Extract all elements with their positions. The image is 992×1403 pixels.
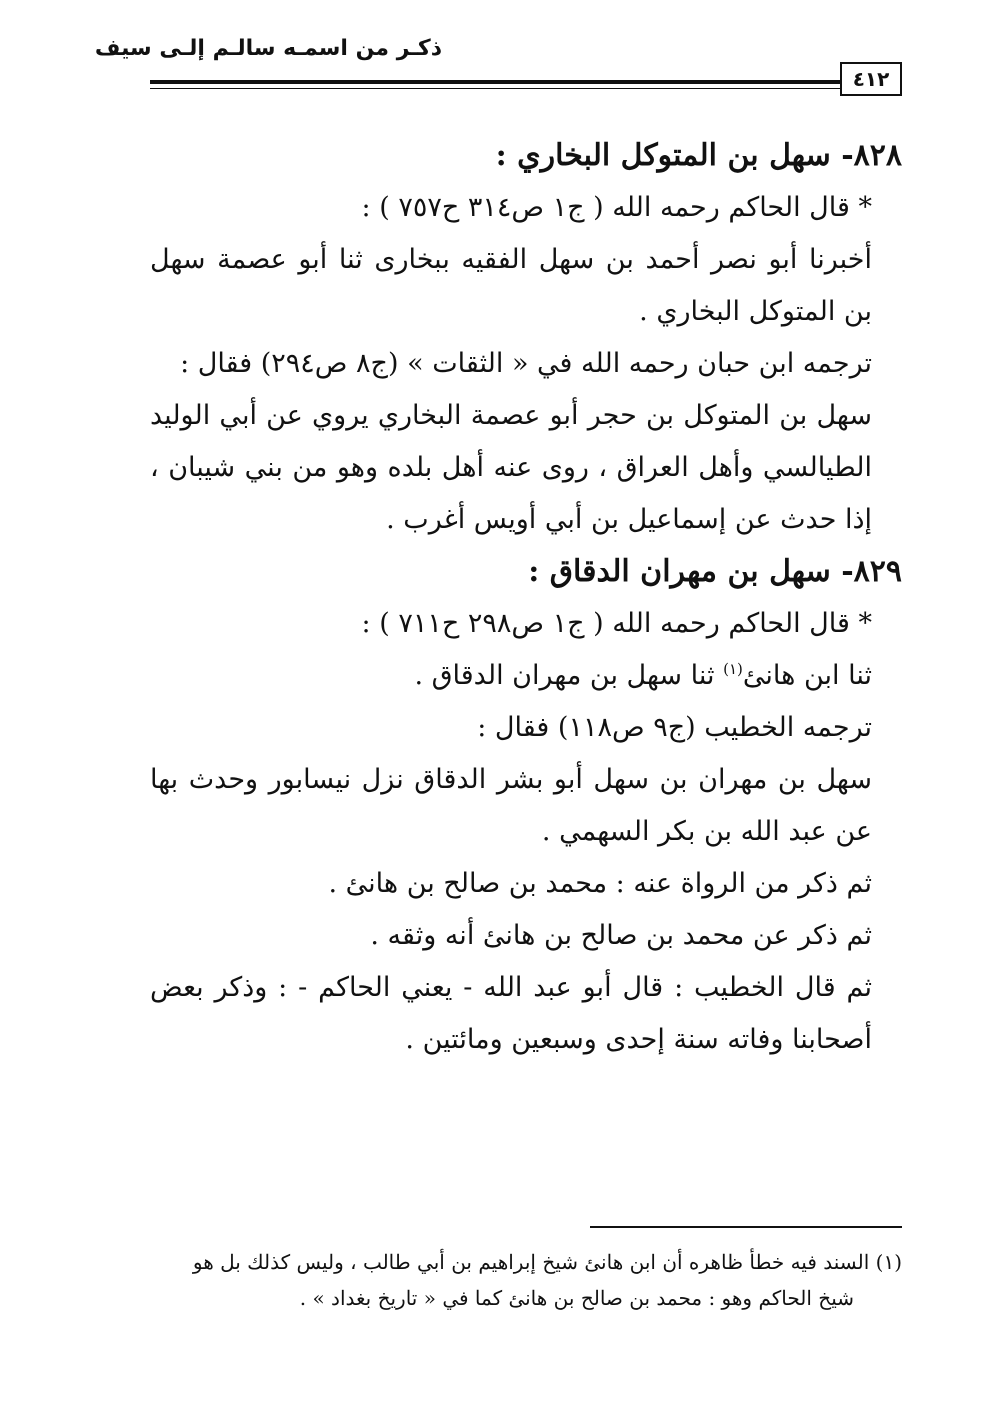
- tarjama-intro-829: ترجمه الخطيب (ج٩ ص١١٨) فقال :: [477, 712, 872, 743]
- footnote-1-line-2: شيخ الحاكم وهو : محمد بن صالح بن هانئ كما في « تاريخ بغداد » .: [299, 1286, 854, 1310]
- entry-heading-828: ٨٢٨- سهل بن المتوكل البخاري :: [495, 138, 902, 173]
- footnote-marker: (١): [723, 660, 743, 678]
- header-rule-thick: [150, 80, 842, 84]
- isnad-829: [150, 650, 902, 702]
- tawthiq-829: ثم ذكر عن محمد بن صالح بن هانئ أنه وثقه .: [370, 920, 872, 951]
- tarjama-text-829: سهل بن مهران بن سهل أبو بشر الدقاق نزل نيسابور وحدث بها عن عبد الله بن بكر السهمي .: [150, 764, 872, 847]
- wafat-829: ثم قال الخطيب : قال أبو عبد الله - يعني الحاكم - : وذكر بعض أصحابنا وفاته سنة إحدى وسبعين ومائتين .: [150, 972, 872, 1055]
- entry-heading-829: ٨٢٩- سهل بن مهران الدقاق :: [528, 554, 902, 589]
- narrators-829: ثم ذكر من الرواة عنه : محمد بن صالح بن هانئ .: [328, 868, 872, 899]
- isnad-828: أخبرنا أبو نصر أحمد بن سهل الفقيه ببخارى ثنا أبو عصمة سهل بن المتوكل البخاري .: [150, 244, 872, 327]
- isnad-829-pre: ثنا ابن هانئ: [742, 660, 872, 691]
- footnote-1-line-1: (١) السند فيه خطأ ظاهره أن ابن هانئ شيخ إبراهيم بن أبي طالب ، وليس كذلك بل هو: [192, 1250, 902, 1274]
- tarjama-intro-828: ترجمه ابن حبان رحمه الله في « الثقات » (ج٨ ص٢٩٤) فقال :: [180, 348, 872, 379]
- footnotes: [150, 1244, 902, 1316]
- source-line-829: * قال الحاكم رحمه الله ( ج١ ص٢٩٨ ح٧١١ ) :: [361, 608, 872, 639]
- header-rule-thin: [150, 88, 842, 89]
- tarjama-text-828: سهل بن المتوكل بن حجر أبو عصمة البخاري يروي عن أبي الوليد الطيالسي وأهل العراق ، روى عنه أهل بلده وهو من بني شيبان ، إذا حدث عن إسماعيل بن أبي أويس أغرب .: [150, 400, 873, 535]
- page-number: ٤١٢: [840, 62, 902, 96]
- running-header: [94, 30, 902, 100]
- source-line-828: * قال الحاكم رحمه الله ( ج١ ص٣١٤ ح٧٥٧ ) :: [361, 192, 872, 223]
- main-text: [150, 130, 902, 1066]
- running-title: ذكـر من اسمـه سالـم إلـى سيف: [94, 36, 442, 61]
- footnote-separator: [590, 1226, 902, 1228]
- isnad-829-post: ثنا سهل بن مهران الدقاق .: [414, 660, 724, 691]
